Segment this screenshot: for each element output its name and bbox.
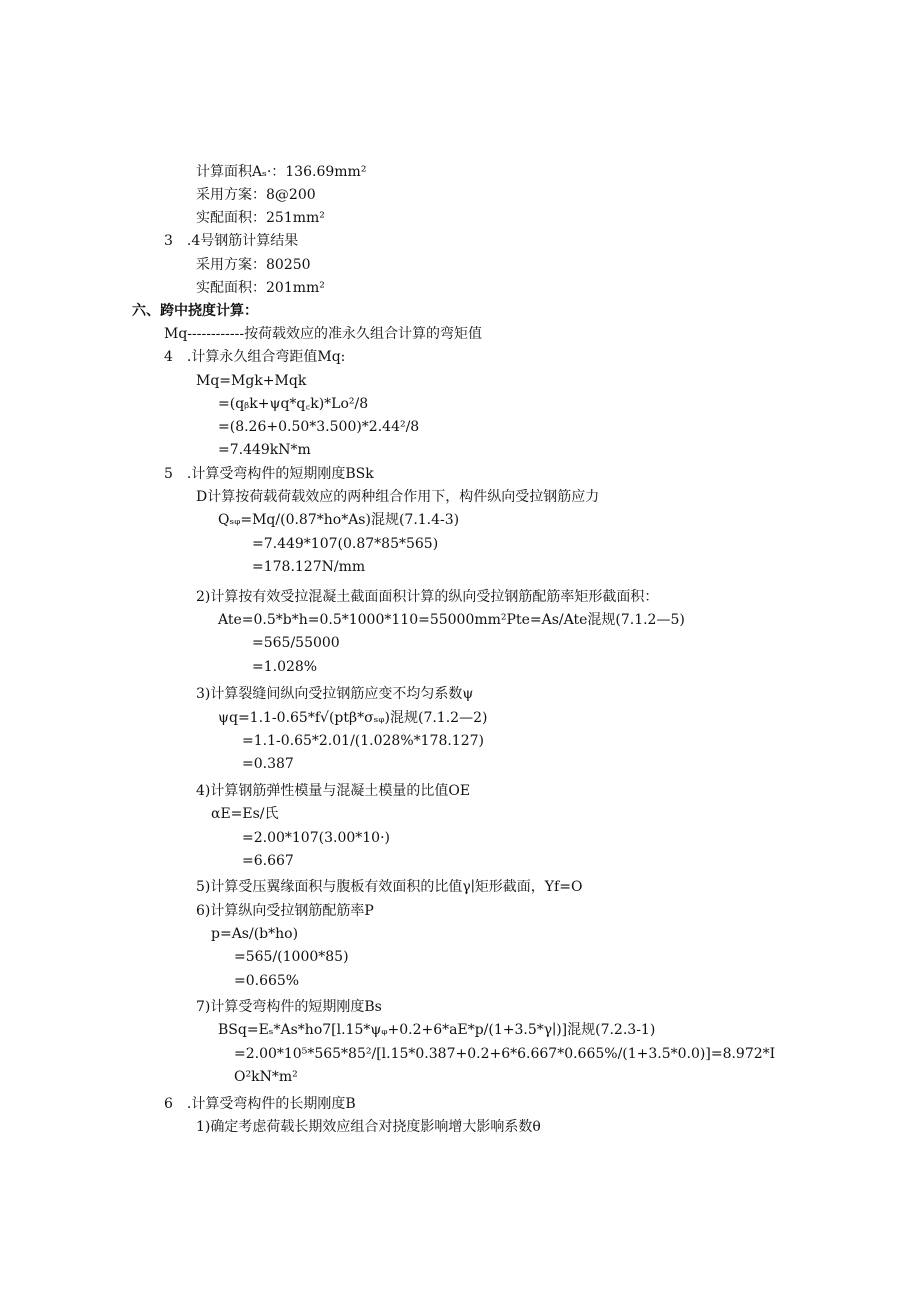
formula-line: =7.449kN*m (218, 442, 311, 458)
formula-line: =(qᵦk+ψq*q꜀k)*Lo²/8 (218, 396, 369, 412)
formula-line: =2.00*10⁵*565*85²/[l.15*0.387+0.2+6*6.667*0.665%/(1+3.5*0.0)]=8.972*I (234, 1046, 776, 1062)
formula-line: =6.667 (242, 853, 294, 869)
section-heading: 6 .计算受弯构件的长期刚度B (164, 1096, 356, 1112)
text-line: D计算按荷载荷载效应的两种组合作用下，构件纵向受拉钢筋应力 (196, 489, 600, 505)
text-line: 4)计算钢筋弹性模量与混凝土模量的比值OE (196, 783, 471, 799)
formula-line: p=As/(b*ho) (211, 926, 299, 942)
formula-line: =7.449*107(0.87*85*565) (252, 536, 439, 552)
section-heading: 5 .计算受弯构件的短期刚度BSk (164, 466, 374, 482)
formula-line: ψq=1.1-0.65*f√(ptβ*σₛᵩ)混规(7.1.2—2) (218, 710, 488, 726)
text-line: Mq------------按荷载效应的准永久组合计算的弯矩值 (164, 326, 483, 342)
text-line: 6)计算纵向受拉钢筋配筋率P (196, 903, 374, 919)
formula-line: =0.387 (242, 756, 294, 772)
formula-line: αE=Es/氏 (211, 806, 279, 822)
text-line: 7)计算受弯构件的短期刚度Bs (196, 999, 382, 1015)
chapter-heading: 六、跨中挠度计算： (132, 303, 258, 319)
text-line: 计算面积Aₛ·：136.69mm² (196, 164, 367, 180)
formula-line: BSq=Eₛ*As*ho7[l.15*ψᵩ+0.2+6*aE*p/(1+3.5*γ∣)]混规(7.2.3-1) (218, 1022, 656, 1038)
formula-line: =0.665% (234, 973, 300, 989)
text-line: 实配面积：251mm² (196, 210, 325, 226)
formula-line: =178.127N/mm (252, 559, 366, 575)
formula-line: =1.1-0.65*2.01/(1.028%*178.127) (242, 733, 484, 749)
formula-line: Mq=Mgk+Mqk (196, 373, 307, 389)
formula-line: O²kN*m² (234, 1069, 298, 1085)
formula-line: Qₛᵩ=Mq/(0.87*ho*As)混规(7.1.4-3) (218, 512, 460, 528)
formula-line: =(8.26+0.50*3.500)*2.44²/8 (218, 419, 420, 435)
formula-line: =1.028% (252, 659, 318, 675)
text-line: 2)计算按有效受拉混凝土截面面积计算的纵向受拉钢筋配筋率矩形截面积： (196, 589, 659, 605)
text-line: 3)计算裂缝间纵向受拉钢筋应变不均匀系数ψ (196, 686, 474, 702)
text-line: 采用方案：8@200 (196, 187, 316, 203)
formula-line: =565/55000 (252, 635, 340, 651)
text-line: 实配面积：201mm² (196, 280, 325, 296)
text-line: 采用方案：80250 (196, 257, 311, 273)
formula-line: Ate=0.5*b*h=0.5*1000*110=55000mm²Pte=As/Ate混规(7.1.2—5) (218, 612, 685, 628)
section-heading: 4 .计算永久组合弯距值Mq: (164, 349, 346, 365)
text-line: 1)确定考虑荷载长期效应组合对挠度影响增大影响系数θ (196, 1119, 541, 1135)
formula-line: =2.00*107(3.00*10·) (242, 830, 390, 846)
formula-line: =565/(1000*85) (234, 949, 349, 965)
text-line: 5)计算受压翼缘面积与腹板有效面积的比值γ∣矩形截面，Yf=O (196, 879, 583, 895)
section-heading: 3 .4号钢筋计算结果 (164, 233, 299, 249)
